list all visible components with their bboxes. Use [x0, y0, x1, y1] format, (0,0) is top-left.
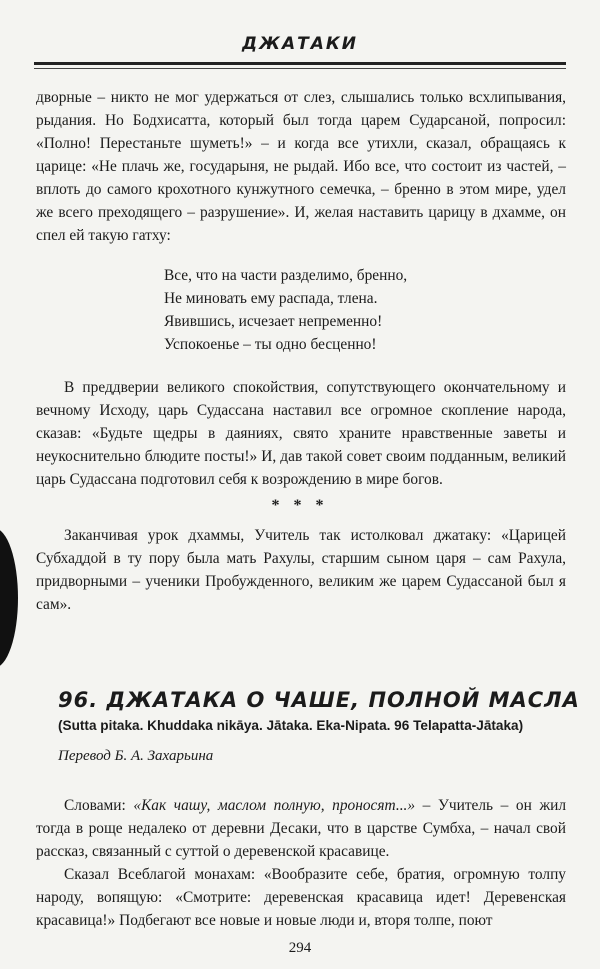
verse-line: Все, что на части разделимо, бренно, — [164, 267, 408, 284]
header-rule-thin — [34, 68, 566, 69]
chapter-body — [36, 794, 566, 932]
paragraph-text: В преддверии великого спокойствия, сопутствующего окончательному и вечному Исходу, царь Судассана наставил все огромное скопление народа, сказав: «Будьте щедры в даяниях, свято храните нравственные заветы и неукоснительно блюдите посты!» И, дав такой совет своим подданным, великий царь Судассана подготовил себя к возрождению в мире богов. — [36, 379, 566, 488]
source-reference: (Sutta pitaka. Khuddaka nikāya. Jātaka. Eka-Nipata. 96 Telapatta-Jātaka) — [58, 718, 524, 733]
paragraph-text: Сказал Всеблагой монахам: «Вообразите себе, братия, огромную толпу народу, вопящую: «Смотрите: деревенская красавица идет! Деревенская красавица!» Подбегают все новые и новые люди и, вторя толпе, поют — [36, 866, 566, 929]
paragraph-text — [36, 794, 566, 863]
paragraph-text: Заканчивая урок дхаммы, Учитель так истолковал джатаку: «Царицей Субхаддой в ту пору была мать Рахулы, старшим сыном царя – сам Рахула, придворными – ученики Пробужденного, великим же царем Судассаной был я сам». — [36, 527, 566, 613]
conclusion-paragraph — [36, 524, 566, 616]
header-rule — [34, 62, 566, 65]
paragraph-continuation: – Учитель – он жил тогда в роще недалеко от деревни Десаки, что в царстве Сумбха, – начал свой рассказ, связанный с суттой о деревенской красавице. — [36, 797, 566, 860]
page-number: 294 — [288, 940, 312, 956]
section-separator: * * * — [271, 497, 329, 514]
verse-line: Не миновать ему распада, тлена. — [164, 290, 378, 307]
top-paragraph — [36, 86, 566, 247]
chapter-title: 96. ДЖАТАКА О ЧАШЕ, ПОЛНОЙ МАСЛА — [58, 688, 580, 712]
verse-line: Успокоенье – ты одно бесценно! — [164, 336, 377, 353]
quoted-verse: «Как чашу, маслом полную, проносят...» — [133, 797, 416, 814]
translator-credit: Перевод Б. А. Захарьина — [58, 748, 214, 764]
binding-shadow — [0, 528, 18, 668]
middle-paragraph — [36, 376, 566, 491]
running-head: ДЖАТАКИ — [242, 34, 358, 54]
verse-gatha — [164, 264, 407, 356]
lead-text: Словами: — [64, 797, 134, 814]
paragraph-text: дворные – никто не мог удержаться от слез, слышались только всхлипывания, рыдания. Но Бодхисатта, который был тогда царем Сударсаной, попросил: «Полно! Перестаньте шуметь!» – и когда все утихли, сказал, обращаясь к царице: «Не плачь же, государыня, не рыдай. Ибо все, что состоит из частей, – вплоть до самого крохотного кунжутного семечка, – бренно в этом мире, удел же всего преходящего – разрушение». И, желая наставить царицу в дхамме, он спел ей такую гатху: — [36, 89, 566, 244]
verse-line: Явившись, исчезает непременно! — [164, 313, 383, 330]
